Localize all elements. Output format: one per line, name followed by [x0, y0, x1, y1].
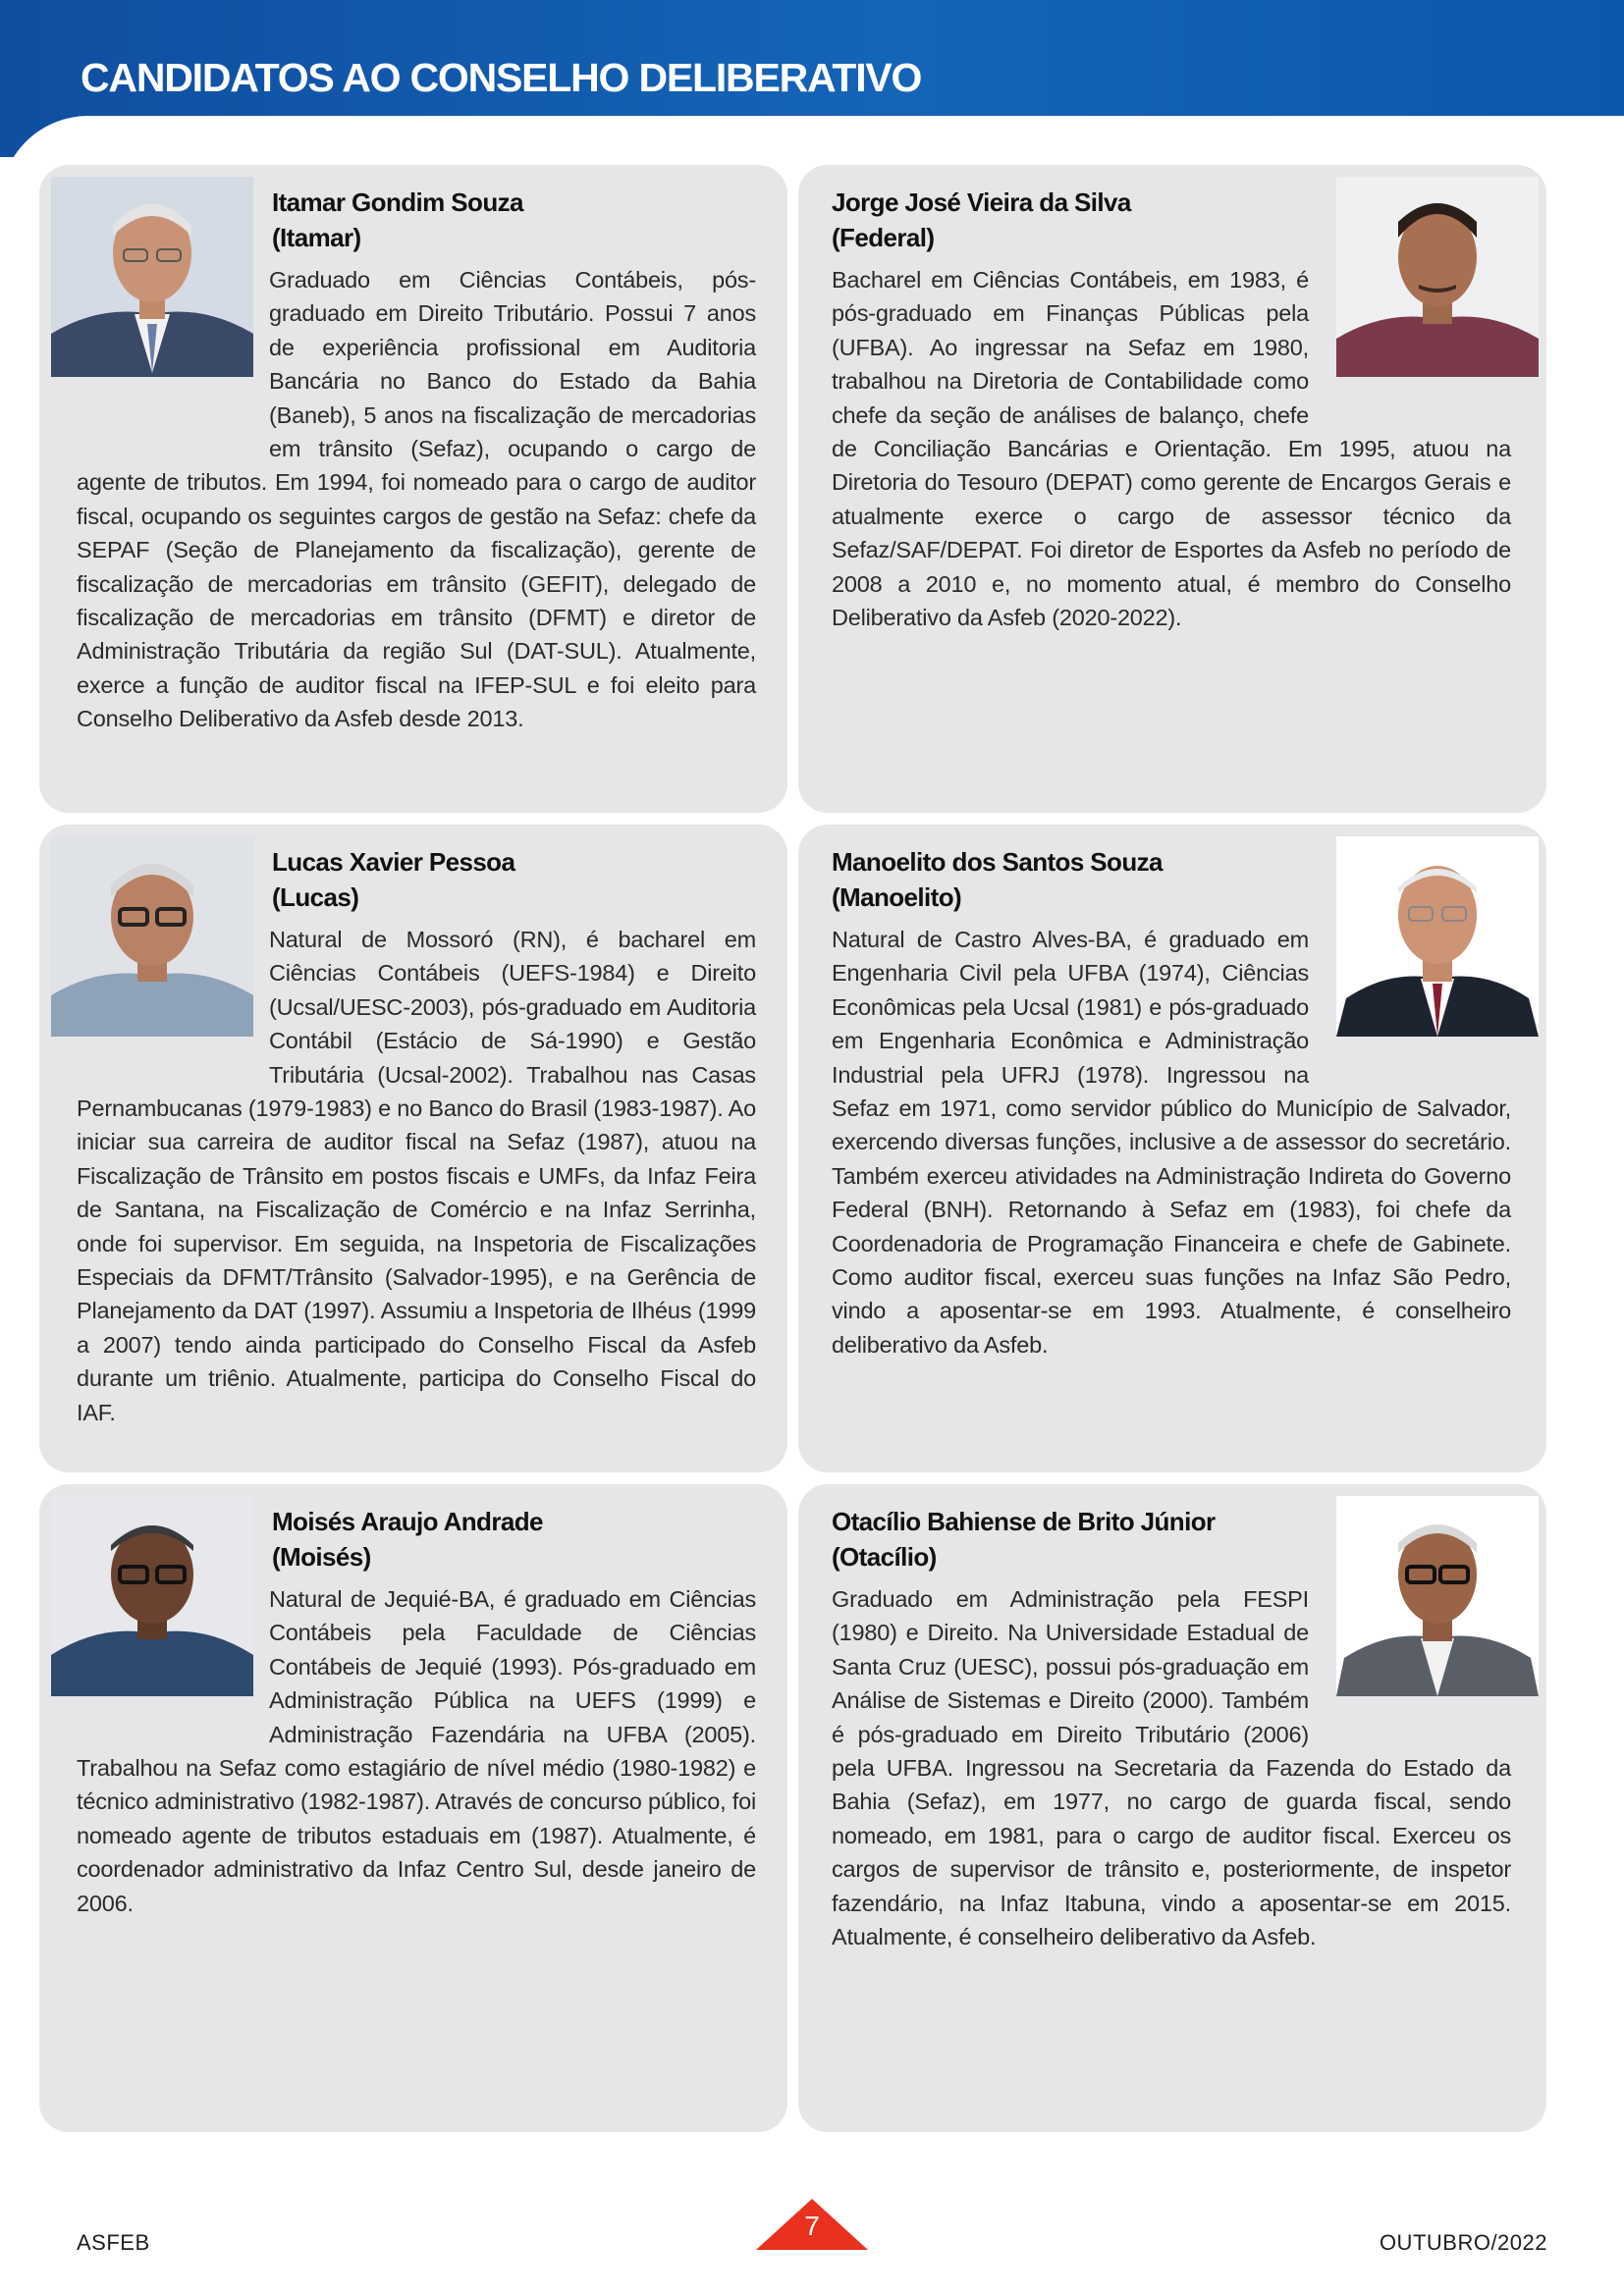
candidate-card-moises: [39, 1484, 787, 2132]
candidate-name: Manoelito dos Santos Souza: [832, 847, 1163, 877]
candidate-name: Jorge José Vieira da Silva: [832, 187, 1131, 217]
page-title: CANDIDATOS AO CONSELHO DELIBERATIVO: [81, 55, 922, 100]
candidate-nickname: (Federal): [832, 223, 935, 252]
candidate-name: Moisés Araujo Andrade: [272, 1507, 543, 1536]
candidate-bio: Bacharel em Ciências Contábeis, em 1983, é pós-graduado em Finanças Públicas pela (UFBA). Ao ingressar na Sefaz em 1980, trabalhou na Diretoria de Contabilidade como chefe da seção de análises de balanço, chefe de Conciliação Bancárias e Orientação. Em 1995, atuou na Diretoria do Tesouro (DEPAT) como gerente de Encargos Gerais e atualmente exerce o cargo de assessor técnico da Sefaz/SAF/DEPAT. Foi diretor de Esportes da Asfeb no período de 2008 a 2010 e, no momento atual, é membro do Conselho Deliberativo da Asfeb (2020-2022).: [832, 267, 1511, 631]
candidate-card-manoelito: [798, 825, 1546, 1472]
candidate-card-itamar: [39, 165, 787, 813]
footer-publisher: ASFEB: [77, 2230, 150, 2255]
candidate-card-jorge: [798, 165, 1546, 813]
candidate-card-otacilio: [798, 1484, 1546, 2132]
candidate-bio: Natural de Jequié-BA, é graduado em Ciências Contábeis pela Faculdade de Ciências Contábeis de Jequié (1993). Pós-graduado em Administração Pública na UEFS (1999) e Administração Fazendária na UFBA (2005). Trabalhou na Sefaz como estagiário de nível médio (1980-1982) e técnico administrativo (1982-1987). Através de concurso público, foi nomeado agente de tributos estaduais em (1987). Atualmente, é coordenador administrativo da Infaz Centro Sul, desde janeiro de 2006.: [77, 1586, 756, 1916]
page-number: 7: [804, 2211, 820, 2241]
candidate-nickname: (Manoelito): [832, 882, 962, 912]
candidate-name: Otacílio Bahiense de Brito Júnior: [832, 1507, 1216, 1536]
candidate-bio: Graduado em Administração pela FESPI (1980) e Direito. Na Universidade Estadual de Santa Cruz (UESC), possui pós-graduação em Análise de Sistemas e Direito (2000). Também é pós-graduado em Direito Tributário (2006) pela UFBA. Ingressou na Secretaria da Fazenda do Estado da Bahia (Sefaz), em 1977, no cargo de guarda fiscal, sendo nomeado, em 1981, para o cargo de auditor fiscal. Exerceu os cargos de supervisor de trânsito e, posteriormente, de inspetor fazendário, na Infaz Itabuna, vindo a aposentar-se em 2015. Atualmente, é conselheiro deliberativo da Asfeb.: [832, 1586, 1511, 1950]
candidate-bio: Natural de Castro Alves-BA, é graduado em Engenharia Civil pela UFBA (1974), Ciências Econômicas pela Ucsal (1981) e pós-graduado em Engenharia Econômica e Administração Industrial pela UFRJ (1978). Ingressou na Sefaz em 1971, como servidor público do Município de Salvador, exercendo diversas funções, inclusive a de assessor do secretário. Também exerceu atividades na Administração Indireta do Governo Federal (BNH). Retornando à Sefaz em (1983), foi chefe da Coordenadoria de Programação Financeira e chefe de Gabinete. Como auditor fiscal, exerceu suas funções na Infaz São Pedro, vindo a aposentar-se em 1993. Atualmente, é conselheiro deliberativo da Asfeb.: [832, 927, 1511, 1358]
candidate-bio: Graduado em Ciências Contábeis, pós-graduado em Direito Tributário. Possui 7 anos de experiência profissional em Auditoria Bancária no Banco do Estado da Bahia (Baneb), 5 anos na fiscalização de mercadorias em trânsito (Sefaz), ocupando o cargo de agente de tributos. Em 1994, foi nomeado para o cargo de auditor fiscal, ocupando os seguintes cargos de gestão na Sefaz: chefe da SEPAF (Seção de Planejamento da fiscalização), gerente de fiscalização de mercadorias em trânsito (GEFIT), delegado de fiscalização de mercadorias em trânsito (DFMT) e diretor de Administração Tributária da região Sul (DAT-SUL). Atualmente, exerce a função de auditor fiscal na IFEP-SUL e foi eleito para Conselho Deliberativo da Asfeb desde 2013.: [77, 267, 756, 732]
candidate-bio: Natural de Mossoró (RN), é bacharel em Ciências Contábeis (UEFS-1984) e Direito (Ucsal/UESC-2003), pós-graduado em Auditoria Contábil (Estácio de Sá-1990) e Gestão Tributária (Ucsal-2002). Trabalhou nas Casas Pernambucanas (1979-1983) e no Banco do Brasil (1983-1987). Ao iniciar sua carreira de auditor fiscal na Sefaz (1987), atuou na Fiscalização de Trânsito em postos fiscais e UMFs, da Infaz Feira de Santana, na Fiscalização de Comércio e na Infaz Serrinha, onde foi supervisor. Em seguida, na Inspetoria de Fiscalizações Especiais da DFMT/Trânsito (Salvador-1995), e na Gerência de Planejamento da DAT (1997). Assumiu a Inspetoria de Ilhéus (1999 a 2007) tendo ainda participado do Conselho Fiscal da Asfeb durante um triênio. Atualmente, participa do Conselho Fiscal do IAF.: [77, 927, 756, 1425]
candidate-nickname: (Moisés): [272, 1542, 371, 1572]
candidate-nickname: (Itamar): [272, 223, 361, 252]
candidate-name: Lucas Xavier Pessoa: [272, 847, 515, 877]
footer-date: OUTUBRO/2022: [1379, 2230, 1547, 2255]
candidate-name: Itamar Gondim Souza: [272, 187, 523, 217]
candidate-nickname: (Otacílio): [832, 1542, 937, 1572]
candidate-card-lucas: [39, 825, 787, 1472]
candidate-nickname: (Lucas): [272, 882, 359, 912]
